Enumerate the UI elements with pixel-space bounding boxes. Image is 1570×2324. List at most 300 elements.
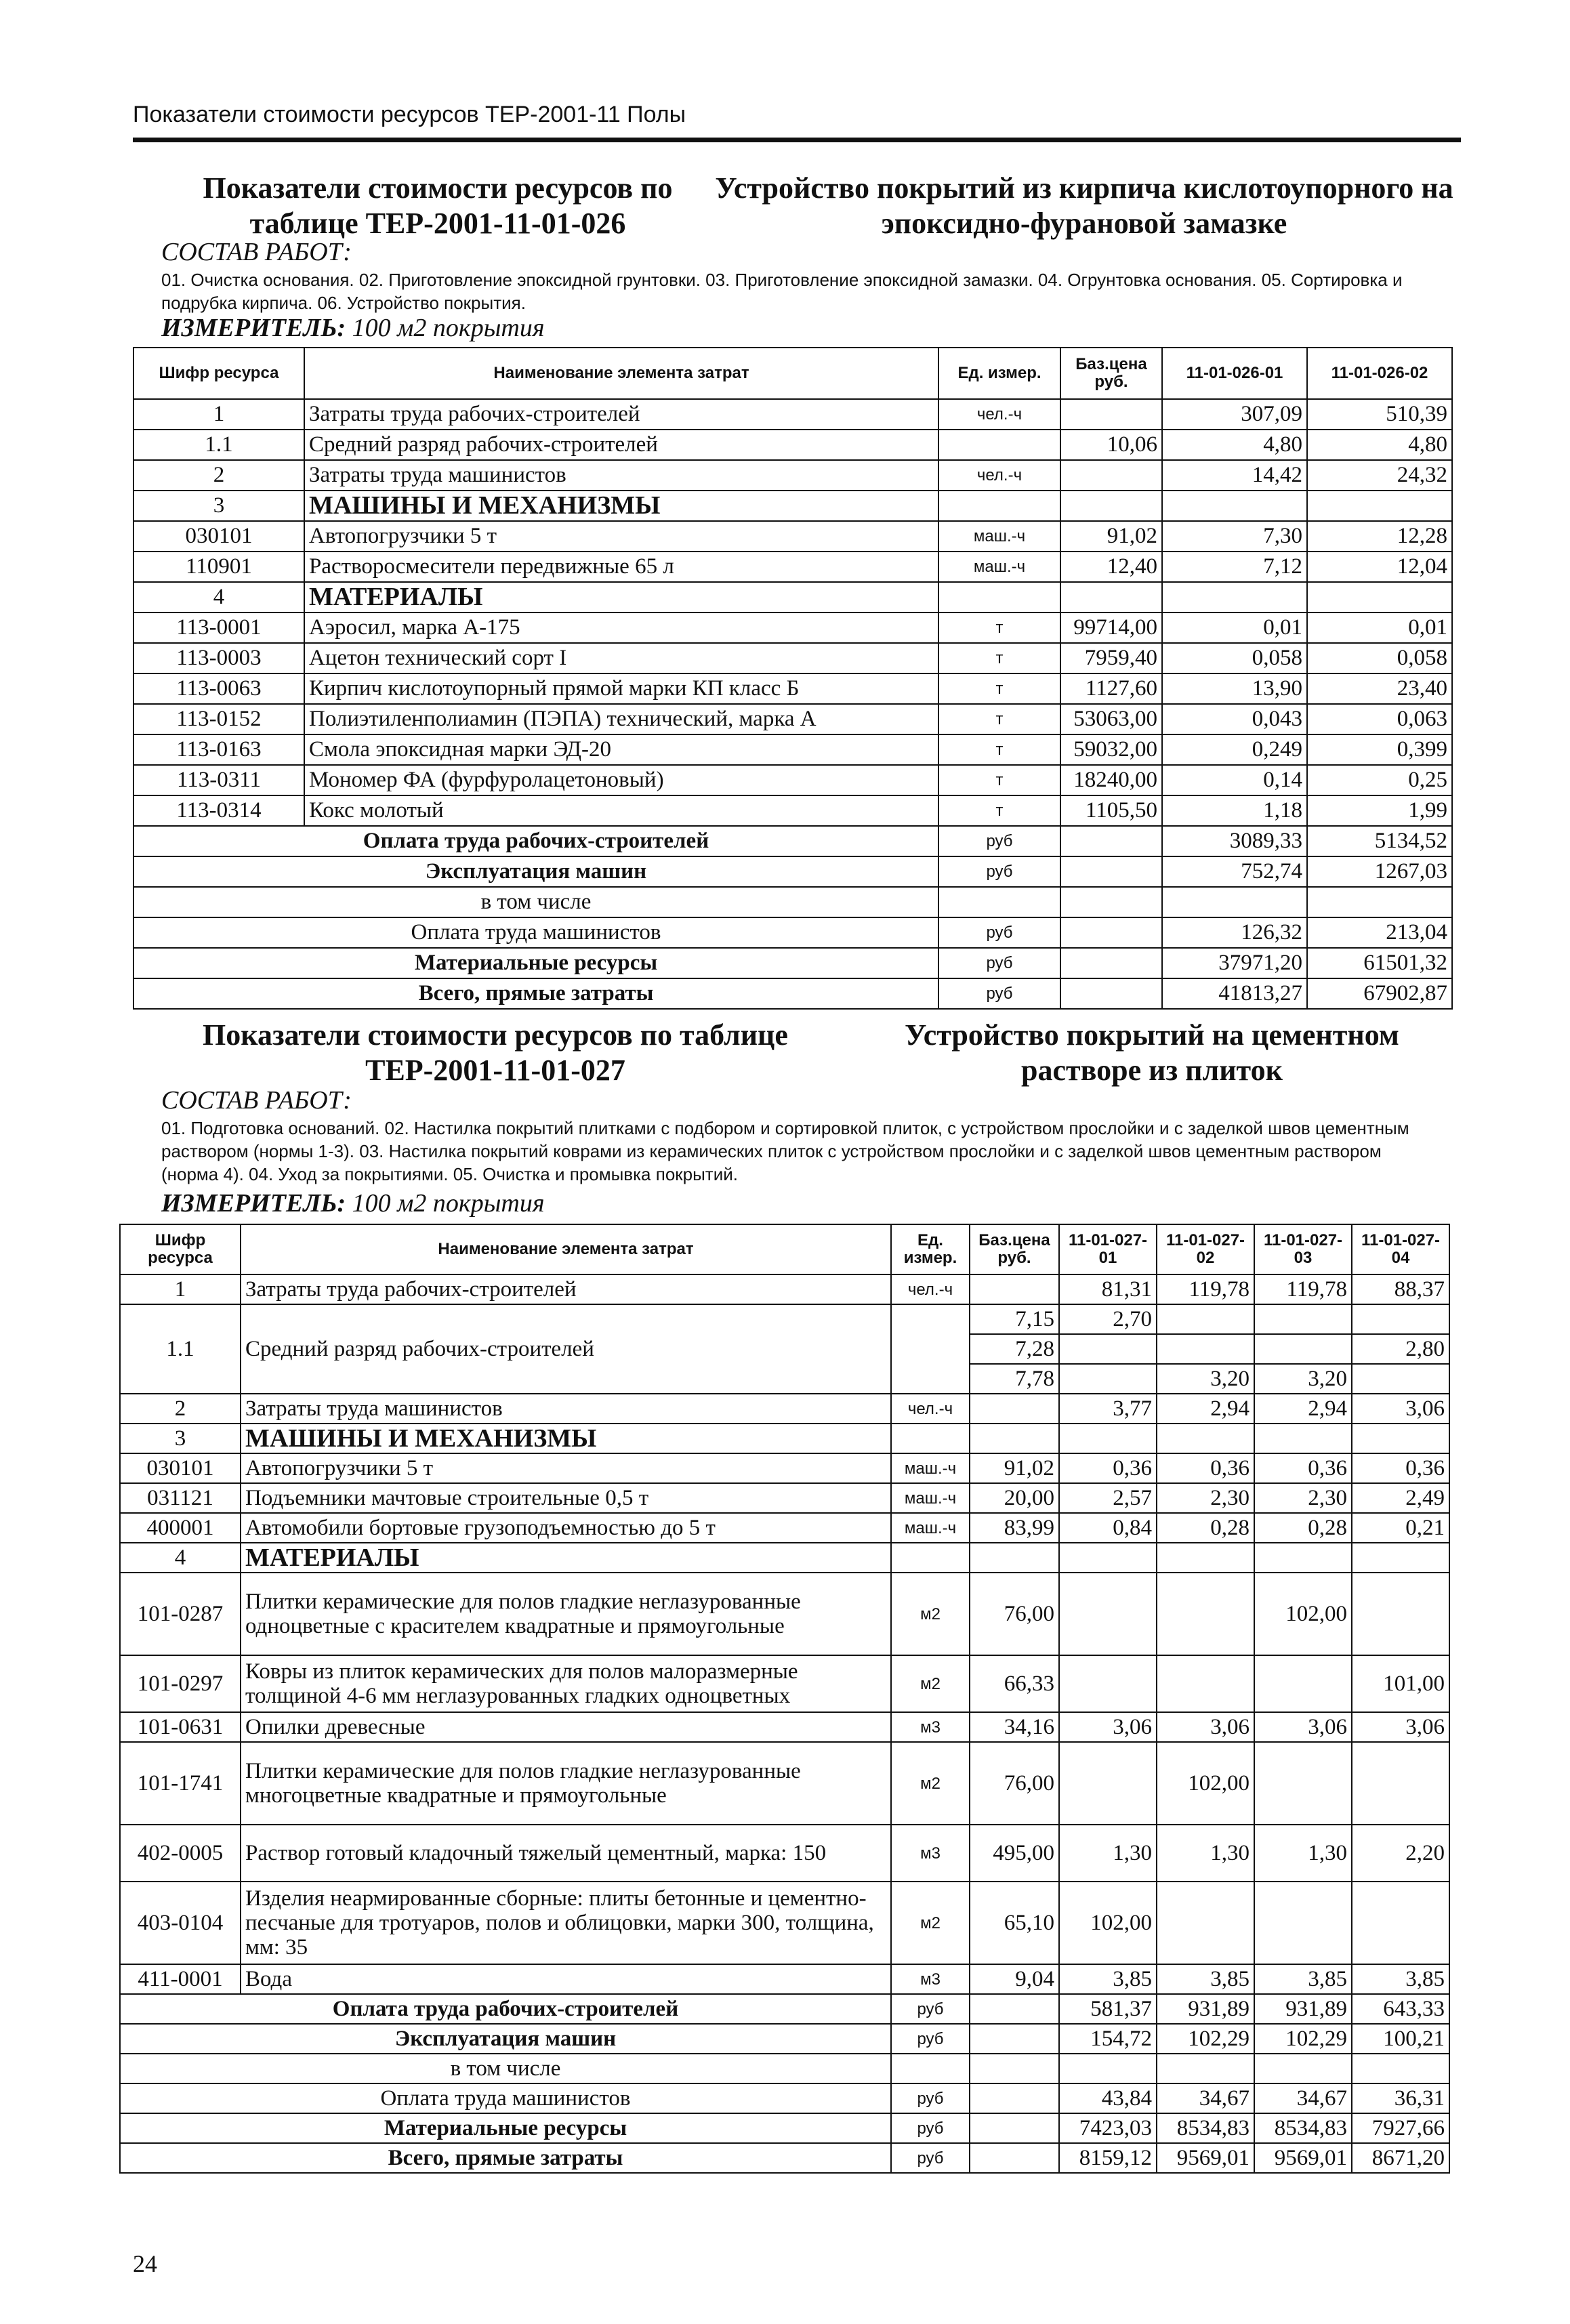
table-row [120,1712,1449,1742]
value-cell: 0,28 [1157,1513,1254,1543]
unit-cell: руб [891,2024,970,2054]
code-cell: 113-0001 [133,613,304,643]
value-cell [1352,1424,1449,1453]
value-cell: 1127,60 [1060,673,1162,704]
value-cell: 0,36 [1352,1453,1449,1483]
name-cell: Кокс молотый [304,795,938,826]
total-label: Эксплуатация машин [120,2024,891,2054]
code-cell: 3 [133,491,304,521]
value-cell: 0,043 [1162,704,1307,734]
unit-cell: т [938,643,1060,673]
value-cell [1254,1742,1352,1825]
name-cell: Затраты труда рабочих-строителей [241,1274,891,1304]
code-cell: 1.1 [120,1304,241,1394]
name-cell: Автопогрузчики 5 т [304,521,938,552]
header-cell: Наименование элемента затрат [241,1224,891,1274]
value-cell [1254,1655,1352,1712]
total-row [133,856,1452,887]
value-cell: 34,67 [1157,2083,1254,2113]
block2-title-right: Устройство покрытий на цементном растворе из плиток [905,1018,1399,1087]
total-row [133,887,1452,917]
table-row [133,613,1452,643]
value-cell [1307,887,1452,917]
table-row [133,795,1452,826]
block2-title-left: Показатели стоимости ресурсов по таблице ТЕР-2001-11-01-027 [203,1018,788,1087]
name-cell: Мономер ФА (фурфуролацетоновый) [304,765,938,795]
value-cell: 3,85 [1059,1964,1157,1994]
unit-cell: м2 [891,1573,970,1655]
value-cell: 2,49 [1352,1483,1449,1513]
value-cell [1060,460,1162,491]
unit-cell: м2 [891,1655,970,1712]
page-number: 24 [133,2250,157,2277]
value-cell [1157,1882,1254,1964]
value-cell: 2,30 [1254,1483,1352,1513]
unit-cell: м3 [891,1825,970,1882]
block1-title-left: Показатели стоимости ресурсов по таблице ТЕР-2001-11-01-026 [203,171,673,240]
value-cell: 41813,27 [1162,978,1307,1009]
total-label: Всего, прямые затраты [133,978,938,1009]
unit-cell: руб [891,1994,970,2024]
code-cell: 113-0003 [133,643,304,673]
value-cell: 20,00 [970,1483,1059,1513]
value-cell: 3,06 [1352,1394,1449,1424]
unit-cell [891,1424,970,1453]
value-cell [970,2054,1059,2083]
section-title: МАТЕРИАЛЫ [304,582,938,613]
table-row [120,1655,1449,1712]
value-cell: 10,06 [1060,430,1162,460]
unit-cell: чел.-ч [938,460,1060,491]
value-cell: 4,80 [1162,430,1307,460]
unit-cell [938,582,1060,613]
block2-table-body-rest [120,1394,1449,2173]
total-row [120,2024,1449,2054]
table-row [133,460,1452,491]
value-cell: 0,01 [1162,613,1307,643]
code-cell: 031121 [120,1483,241,1513]
value-cell: 0,84 [1059,1513,1157,1543]
value-cell: 3,77 [1059,1394,1157,1424]
value-cell [1060,948,1162,978]
value-cell [1059,1424,1157,1453]
code-cell: 113-0163 [133,734,304,765]
block2-work-description: 01. Подготовка оснований. 02. Настилка покрытий плитками с подбором и сортировкой плиток, с устройством прослойки и с заделкой швов цементным раствором (нормы 1-3). 03. Настилка покрытий коврами из керамических плиток с устройством прослойки и с заделкой швов цементным раствором (норма 4). 04. Уход за покрытиями. 05. Очистка и промывка покрытий. [161,1118,1409,1184]
total-row [120,2054,1449,2083]
header-cell: 11-01-026-02 [1307,348,1452,399]
value-cell: 3,85 [1352,1964,1449,1994]
header-cell: 11-01-027-04 [1352,1224,1449,1274]
value-cell [1352,1742,1449,1825]
block2-izmeritel-value: 100 м2 покрытия [352,1189,545,1218]
total-label: Оплата труда машинистов [133,917,938,948]
running-header: Показатели стоимости ресурсов ТЕР-2001-11 Полы [133,102,686,127]
value-cell: 7,12 [1162,552,1307,582]
total-label: Оплата труда машинистов [120,2083,891,2113]
unit-cell: маш.-ч [938,552,1060,582]
value-cell: 102,29 [1157,2024,1254,2054]
value-cell [1060,491,1162,521]
total-label: Оплата труда рабочих-строителей [120,1994,891,2024]
block2-izmeritel [161,1188,545,1218]
code-cell: 411-0001 [120,1964,241,1994]
table-row [133,582,1452,613]
value-cell [1060,887,1162,917]
table-row [133,430,1452,460]
value-cell: 66,33 [970,1655,1059,1712]
code-cell: 4 [120,1543,241,1573]
value-cell [1059,1334,1157,1364]
unit-cell: м2 [891,1742,970,1825]
block1-izmeritel [161,313,545,343]
table-row [133,765,1452,795]
value-cell: 81,31 [1059,1274,1157,1304]
table-row [120,1825,1449,1882]
value-cell [1162,887,1307,917]
name-cell: Кирпич кислотоупорный прямой марки КП класс Б [304,673,938,704]
block2-table-body [120,1274,1449,1394]
value-cell [1162,582,1307,613]
unit-cell: руб [938,826,1060,856]
value-cell: 0,36 [1254,1453,1352,1483]
header-rule [133,138,1461,142]
unit-cell: руб [938,917,1060,948]
value-cell: 12,28 [1307,521,1452,552]
total-label: Материальные ресурсы [120,2113,891,2143]
value-cell: 24,32 [1307,460,1452,491]
value-cell: 752,74 [1162,856,1307,887]
value-cell: 1,30 [1157,1825,1254,1882]
unit-cell: маш.-ч [891,1513,970,1543]
value-cell: 154,72 [1059,2024,1157,2054]
block1-header-row [133,348,1452,399]
unit-cell: чел.-ч [891,1274,970,1304]
value-cell [1352,1364,1449,1394]
value-cell: 101,00 [1352,1655,1449,1712]
value-cell [1059,1573,1157,1655]
block1-title-right: Устройство покрытий из кирпича кислотоупорного на эпоксидно-фурановой замазке [715,171,1453,240]
value-cell [1059,1742,1157,1825]
value-cell: 7,15 [970,1304,1059,1334]
code-cell: 113-0311 [133,765,304,795]
unit-cell: м2 [891,1882,970,1964]
block2-izmeritel-label: ИЗМЕРИТЕЛЬ: [161,1189,346,1218]
name-cell: Средний разряд рабочих-строителей [304,430,938,460]
value-cell [970,2083,1059,2113]
value-cell: 1267,03 [1307,856,1452,887]
value-cell [1060,978,1162,1009]
value-cell: 0,063 [1307,704,1452,734]
header-cell: 11-01-027-03 [1254,1224,1352,1274]
name-cell: Смола эпоксидная марки ЭД-20 [304,734,938,765]
value-cell: 100,21 [1352,2024,1449,2054]
value-cell: 102,00 [1059,1882,1157,1964]
name-cell: Ковры из плиток керамических для полов малоразмерные толщиной 4-6 мм неглазурованных гладких одноцветных [241,1655,891,1712]
table-row [120,1573,1449,1655]
code-cell: 4 [133,582,304,613]
unit-cell: маш.-ч [938,521,1060,552]
value-cell: 7423,03 [1059,2113,1157,2143]
value-cell: 643,33 [1352,1994,1449,2024]
value-cell: 7,28 [970,1334,1059,1364]
value-cell [1060,582,1162,613]
value-cell [1060,917,1162,948]
table-row [120,1882,1449,1964]
unit-cell: чел.-ч [938,399,1060,430]
value-cell: 495,00 [970,1825,1059,1882]
unit-cell [891,2054,970,2083]
unit-cell: т [938,704,1060,734]
value-cell: 3,06 [1254,1712,1352,1742]
code-cell: 1 [133,399,304,430]
value-cell [1157,1424,1254,1453]
value-cell: 2,94 [1157,1394,1254,1424]
value-cell [1254,1882,1352,1964]
value-cell: 23,40 [1307,673,1452,704]
name-cell: Средний разряд рабочих-строителей [241,1304,891,1394]
value-cell: 18240,00 [1060,765,1162,795]
value-cell: 0,058 [1162,643,1307,673]
value-cell: 0,058 [1307,643,1452,673]
header-cell: 11-01-027-02 [1157,1224,1254,1274]
name-cell: Затраты труда машинистов [241,1394,891,1424]
table-row [120,1742,1449,1825]
code-cell: 110901 [133,552,304,582]
code-cell: 101-0631 [120,1712,241,1742]
value-cell: 2,80 [1352,1334,1449,1364]
value-cell: 53063,00 [1060,704,1162,734]
value-cell: 9569,01 [1157,2143,1254,2173]
total-label: Эксплуатация машин [133,856,938,887]
total-label: Всего, прямые затраты [120,2143,891,2173]
value-cell: 3,85 [1254,1964,1352,1994]
unit-cell: маш.-ч [891,1483,970,1513]
total-row [133,948,1452,978]
block1-table-body [133,399,1452,1009]
value-cell: 36,31 [1352,2083,1449,2113]
value-cell [1307,491,1452,521]
header-cell: 11-01-027-01 [1059,1224,1157,1274]
value-cell: 8534,83 [1157,2113,1254,2143]
unit-cell: т [938,765,1060,795]
value-cell: 61501,32 [1307,948,1452,978]
value-cell: 931,89 [1157,1994,1254,2024]
value-cell: 12,04 [1307,552,1452,582]
block1-izmeritel-value: 100 м2 покрытия [352,314,545,342]
table-row [120,1424,1449,1453]
value-cell [1157,2054,1254,2083]
value-cell [1352,1573,1449,1655]
value-cell: 88,37 [1352,1274,1449,1304]
value-cell: 8159,12 [1059,2143,1157,2173]
value-cell: 2,30 [1157,1483,1254,1513]
table-row [120,1394,1449,1424]
section-title: МАШИНЫ И МЕХАНИЗМЫ [241,1424,891,1453]
header-cell: Ед. измер. [891,1224,970,1274]
value-cell [1254,1334,1352,1364]
value-cell: 0,399 [1307,734,1452,765]
value-cell: 102,29 [1254,2024,1352,2054]
value-cell [1059,2054,1157,2083]
header-cell: Баз.цена руб. [970,1224,1059,1274]
value-cell [970,1424,1059,1453]
value-cell [970,1994,1059,2024]
code-cell: 3 [120,1424,241,1453]
value-cell: 510,39 [1307,399,1452,430]
name-cell: Растворосмесители передвижные 65 л [304,552,938,582]
value-cell: 13,90 [1162,673,1307,704]
code-cell: 403-0104 [120,1882,241,1964]
code-cell: 113-0152 [133,704,304,734]
header-cell: Шифр ресурса [120,1224,241,1274]
table-row [120,1513,1449,1543]
name-cell: Автопогрузчики 5 т [241,1453,891,1483]
value-cell: 1,30 [1059,1825,1157,1882]
value-cell [970,2024,1059,2054]
value-cell: 0,249 [1162,734,1307,765]
value-cell [1254,1424,1352,1453]
value-cell: 7,78 [970,1364,1059,1394]
block2-sostav-label: СОСТАВ РАБОТ: [161,1086,352,1115]
unit-cell: руб [891,2113,970,2143]
value-cell: 83,99 [970,1513,1059,1543]
value-cell [1060,399,1162,430]
value-cell: 2,70 [1059,1304,1157,1334]
header-cell: 11-01-026-01 [1162,348,1307,399]
name-cell: Затраты труда рабочих-строителей [304,399,938,430]
value-cell: 0,21 [1352,1513,1449,1543]
code-cell: 2 [133,460,304,491]
table-row [133,704,1452,734]
name-cell: Аэросил, марка А-175 [304,613,938,643]
value-cell: 9,04 [970,1964,1059,1994]
value-cell [1352,1882,1449,1964]
value-cell: 37971,20 [1162,948,1307,978]
table-row [133,521,1452,552]
value-cell [1307,582,1452,613]
unit-cell: руб [938,856,1060,887]
total-label: Материальные ресурсы [133,948,938,978]
name-cell: Вода [241,1964,891,1994]
unit-cell: чел.-ч [891,1394,970,1424]
value-cell [970,1274,1059,1304]
value-cell: 67902,87 [1307,978,1452,1009]
value-cell: 1105,50 [1060,795,1162,826]
block2-header-row [120,1224,1449,1274]
code-cell: 400001 [120,1513,241,1543]
code-cell: 1 [120,1274,241,1304]
block1-sostav-label: СОСТАВ РАБОТ: [161,238,352,266]
table-row [133,491,1452,521]
value-cell: 8671,20 [1352,2143,1449,2173]
value-cell [1059,1364,1157,1394]
value-cell [1254,2054,1352,2083]
value-cell [1157,1304,1254,1334]
value-cell: 8534,83 [1254,2113,1352,2143]
value-cell: 4,80 [1307,430,1452,460]
block2-table [119,1224,1450,2174]
table-row [120,1453,1449,1483]
code-cell: 101-1741 [120,1742,241,1825]
unit-cell: маш.-ч [891,1453,970,1483]
value-cell: 14,42 [1162,460,1307,491]
total-row [120,2113,1449,2143]
code-cell: 2 [120,1394,241,1424]
table-row [120,1964,1449,1994]
table-row [120,1543,1449,1573]
header-cell: Ед. измер. [938,348,1060,399]
value-cell: 119,78 [1157,1274,1254,1304]
name-cell: Затраты труда машинистов [304,460,938,491]
value-cell [1060,856,1162,887]
value-cell [1162,491,1307,521]
value-cell [970,1394,1059,1424]
code-cell: 030101 [133,521,304,552]
section-title: МАШИНЫ И МЕХАНИЗМЫ [304,491,938,521]
unit-cell [938,430,1060,460]
value-cell [970,2113,1059,2143]
value-cell: 213,04 [1307,917,1452,948]
value-cell: 3,20 [1254,1364,1352,1394]
value-cell [1157,1573,1254,1655]
name-cell: Опилки древесные [241,1712,891,1742]
table-row [120,1304,1449,1334]
value-cell: 7959,40 [1060,643,1162,673]
unit-cell: руб [938,948,1060,978]
total-label: в том числе [133,887,938,917]
value-cell: 12,40 [1060,552,1162,582]
name-cell: Раствор готовый кладочный тяжелый цементный, марка: 150 [241,1825,891,1882]
value-cell [1060,826,1162,856]
name-cell: Плитки керамические для полов гладкие неглазурованные многоцветные квадратные и прямоугольные [241,1742,891,1825]
code-cell: 402-0005 [120,1825,241,1882]
unit-cell: т [938,795,1060,826]
name-cell: Автомобили бортовые грузоподъемностью до 5 т [241,1513,891,1543]
total-row [120,1994,1449,2024]
total-row [133,826,1452,856]
value-cell: 2,20 [1352,1825,1449,1882]
value-cell: 0,01 [1307,613,1452,643]
value-cell [1157,1655,1254,1712]
unit-cell [891,1543,970,1573]
unit-cell [938,491,1060,521]
table-row [133,552,1452,582]
block1-work-description: 01. Очистка основания. 02. Приготовление эпоксидной грунтовки. 03. Приготовление эпоксидной замазки. 04. Огрунтовка основания. 05. Сортировка и подрубка кирпича. 06. Устройство покрытия. [161,270,1403,313]
table-row [133,399,1452,430]
value-cell: 7,30 [1162,521,1307,552]
unit-cell: т [938,613,1060,643]
code-cell: 113-0314 [133,795,304,826]
value-cell: 76,00 [970,1573,1059,1655]
value-cell: 2,94 [1254,1394,1352,1424]
value-cell: 3,06 [1157,1712,1254,1742]
value-cell: 0,36 [1059,1453,1157,1483]
block1-table [133,347,1453,1010]
value-cell: 2,57 [1059,1483,1157,1513]
value-cell: 0,14 [1162,765,1307,795]
value-cell: 65,10 [970,1882,1059,1964]
unit-cell: т [938,673,1060,704]
value-cell [1352,1304,1449,1334]
value-cell: 0,28 [1254,1513,1352,1543]
value-cell: 581,37 [1059,1994,1157,2024]
value-cell [1254,1543,1352,1573]
unit-cell: т [938,734,1060,765]
value-cell [1157,1543,1254,1573]
value-cell [1059,1543,1157,1573]
name-cell: Ацетон технический сорт I [304,643,938,673]
value-cell: 0,36 [1157,1453,1254,1483]
